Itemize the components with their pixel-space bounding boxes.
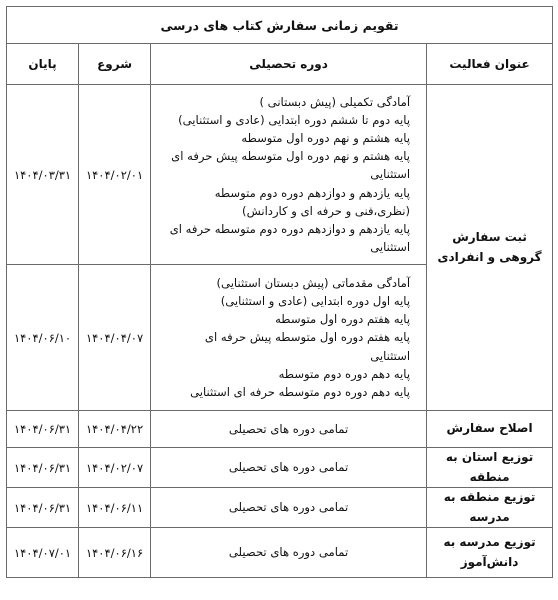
course-cell bbox=[151, 265, 427, 411]
course-line: پایه هفتم دوره اول متوسطه bbox=[275, 312, 411, 327]
course-cell: تمامی دوره های تحصیلی bbox=[151, 448, 427, 488]
course-line: پایه یازدهم و دوازدهم دوره دوم متوسطه حرفه ای bbox=[169, 222, 411, 236]
course-line: استثنایی bbox=[370, 167, 411, 182]
course-cell: تمامی دوره های تحصیلی bbox=[151, 488, 427, 528]
header-start: شروع bbox=[79, 44, 151, 85]
start-date-cell: ۱۴۰۴/۰۲/۰۱ bbox=[79, 85, 151, 265]
start-date-cell: ۱۴۰۴/۰۴/۲۲ bbox=[79, 411, 151, 448]
schedule-table bbox=[6, 6, 553, 578]
table-row bbox=[7, 488, 553, 528]
course-cell bbox=[151, 85, 427, 265]
table-title: تقویم زمانی سفارش کتاب های درسی bbox=[7, 7, 553, 44]
activity-cell: توزیع منطقه به مدرسه bbox=[427, 488, 553, 528]
course-line: آمادگی مقدماتی (پیش دبستان استثنایی) bbox=[216, 275, 411, 290]
start-date-cell: ۱۴۰۴/۰۶/۱۶ bbox=[79, 528, 151, 578]
end-date-cell: ۱۴۰۴/۰۶/۳۱ bbox=[7, 448, 79, 488]
header-end: پایان bbox=[7, 44, 79, 85]
title-row bbox=[7, 7, 553, 44]
start-date-cell: ۱۴۰۴/۰۲/۰۷ bbox=[79, 448, 151, 488]
schedule-document bbox=[6, 6, 552, 578]
course-line: پایه دهم دوره دوم متوسطه bbox=[278, 366, 411, 381]
course-line: استثنایی bbox=[370, 240, 411, 255]
table-row bbox=[7, 448, 553, 488]
course-line: پایه هفتم دوره اول متوسطه پیش حرفه ای bbox=[204, 330, 411, 345]
end-date-cell: ۱۴۰۴/۰۶/۱۰ bbox=[7, 265, 79, 411]
end-date-cell: ۱۴۰۴/۰۳/۳۱ bbox=[7, 85, 79, 265]
table-row bbox=[7, 411, 553, 448]
activity-cell: توزیع مدرسه به دانش‌آموز bbox=[427, 528, 553, 578]
course-cell: تمامی دوره های تحصیلی bbox=[151, 411, 427, 448]
activity-cell: توزیع استان به منطقه bbox=[427, 448, 553, 488]
start-date-cell: ۱۴۰۴/۰۴/۰۷ bbox=[79, 265, 151, 411]
header-activity: عنوان فعالیت bbox=[427, 44, 553, 85]
end-date-cell: ۱۴۰۴/۰۶/۳۱ bbox=[7, 411, 79, 448]
course-line: پایه یازدهم و دوازدهم دوره دوم متوسطه bbox=[214, 185, 411, 200]
table-row bbox=[7, 85, 553, 265]
start-date-cell: ۱۴۰۴/۰۶/۱۱ bbox=[79, 488, 151, 528]
course-line: (نظری،فنی و حرفه ای و کاردانش) bbox=[242, 203, 411, 218]
header-row bbox=[7, 44, 553, 85]
course-line: پایه دهم دوره دوم متوسطه حرفه ای استثنایی bbox=[190, 385, 411, 399]
course-cell: تمامی دوره های تحصیلی bbox=[151, 528, 427, 578]
end-date-cell: ۱۴۰۴/۰۶/۳۱ bbox=[7, 488, 79, 528]
course-line: پایه دوم تا ششم دوره ابتدایی (عادی و استثنایی) bbox=[178, 112, 411, 127]
header-course: دوره تحصیلی bbox=[151, 44, 427, 85]
course-line: پایه هشتم و نهم دوره اول متوسطه bbox=[241, 130, 411, 145]
course-line: آمادگی تکمیلی (پیش دبستانی ) bbox=[259, 94, 411, 109]
course-line: پایه اول دوره ابتدایی (عادی و استثنایی) bbox=[220, 293, 411, 308]
table-row bbox=[7, 528, 553, 578]
activity-cell: ثبت سفارش گروهی و انفرادی bbox=[427, 85, 553, 411]
activity-cell: اصلاح سفارش bbox=[427, 411, 553, 448]
course-line: استثنایی bbox=[370, 348, 411, 363]
course-line: پایه هشتم و نهم دوره اول متوسطه پیش حرفه ای bbox=[171, 149, 411, 164]
end-date-cell: ۱۴۰۴/۰۷/۰۱ bbox=[7, 528, 79, 578]
